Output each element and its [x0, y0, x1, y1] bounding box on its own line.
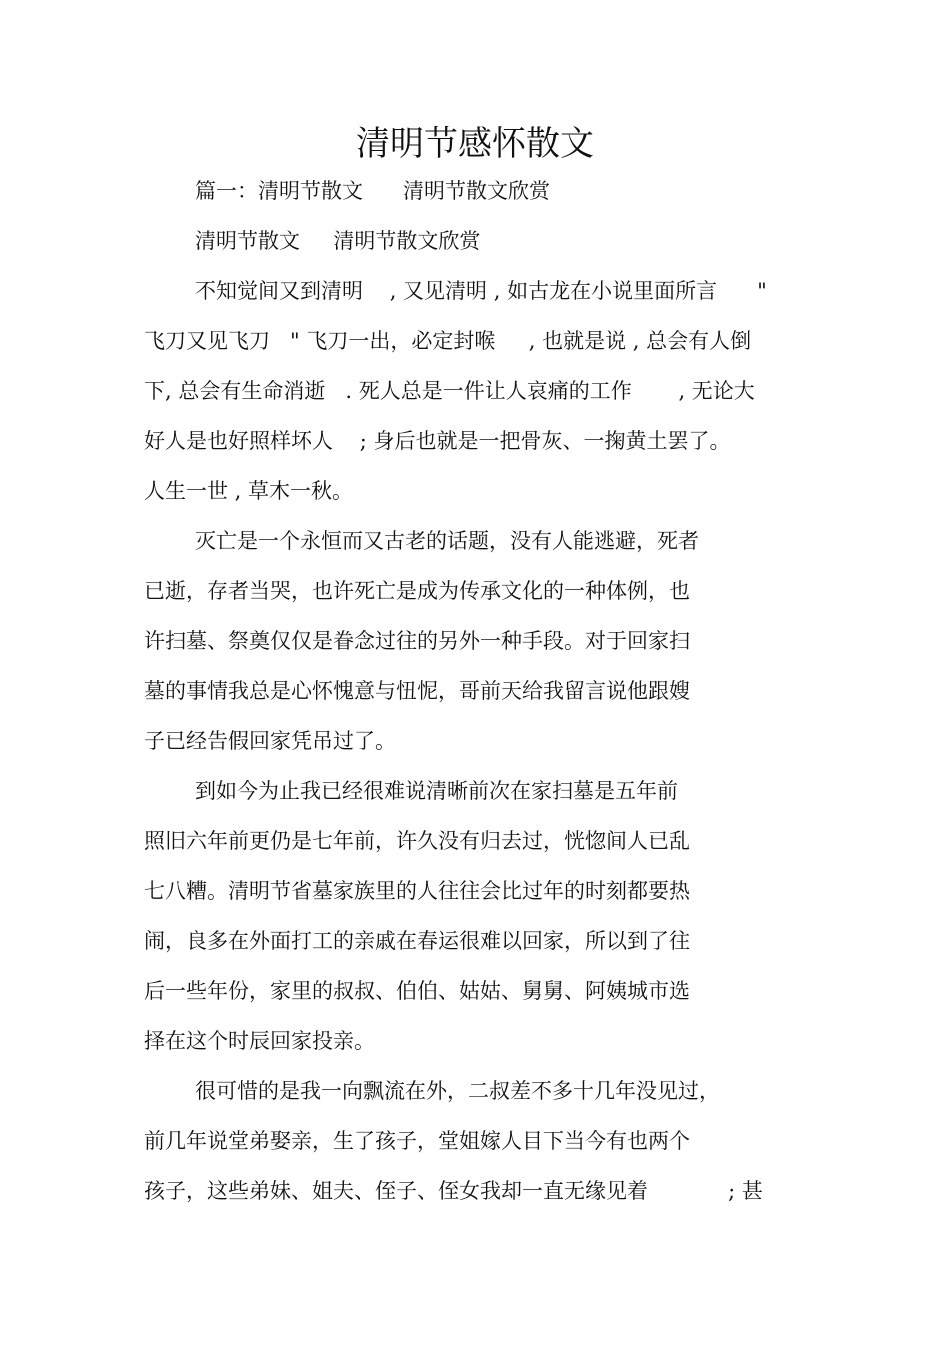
subtitle-line: 篇一：清明节散文 清明节散文欣赏	[195, 179, 551, 203]
paragraph-2-line-4: 墓的事情我总是心怀愧意与忸怩，哥前天给我留言说他跟嫂	[144, 679, 690, 703]
paragraph-1-line-5: 人生一世 , 草木一秋。	[144, 479, 354, 503]
paragraph-3-line-4: 闹，良多在外面打工的亲戚在春运很难以回家，所以到了往	[144, 929, 690, 953]
paragraph-2-line-1: 灭亡是一个永恒而又古老的话题，没有人能逃避，死者	[195, 529, 699, 553]
paragraph-1-line-2: 飞刀又见飞刀 " 飞刀一出，必定封喉 , 也就是说 , 总会有人倒	[144, 329, 752, 353]
paragraph-2-line-2: 已逝，存者当哭，也许死亡是成为传承文化的一种体例，也	[144, 579, 690, 603]
document-title: 清明节感怀散文	[356, 124, 594, 164]
paragraph-1-line-1: 不知觉间又到清明 , 又见清明 , 如古龙在小说里面所言 "	[195, 279, 767, 303]
paragraph-3-line-1: 到如今为止我已经很难说清晰前次在家扫墓是五年前	[195, 779, 678, 803]
paragraph-2-line-5: 子已经告假回家凭吊过了。	[144, 729, 396, 753]
paragraph-4-line-1: 很可惜的是我一向飘流在外，二叔差不多十几年没见过，	[195, 1079, 720, 1103]
paragraph-3-line-6: 择在这个时辰回家投亲。	[144, 1029, 375, 1053]
paragraph-4-line-2: 前几年说堂弟娶亲，生了孩子，堂姐嫁人目下当今有也两个	[144, 1129, 690, 1153]
paragraph-3-line-5: 后一些年份，家里的叔叔、伯伯、姑姑、舅舅、阿姨城市选	[144, 979, 690, 1003]
heading-line: 清明节散文 清明节散文欣赏	[195, 229, 481, 253]
paragraph-3-line-3: 七八糟。清明节省墓家族里的人往往会比过年的时刻都要热	[144, 879, 690, 903]
paragraph-1-line-4: 好人是也好照样坏人 ; 身后也就是一把骨灰、一掬黄土罢了。	[144, 429, 731, 453]
paragraph-1-line-3: 下, 总会有生命消逝 . 死人总是一件让人哀痛的工作 , 无论大	[144, 379, 755, 403]
paragraph-2-line-3: 许扫墓、祭奠仅仅是眷念过往的另外一种手段。对于回家扫	[144, 629, 690, 653]
paragraph-3-line-2: 照旧六年前更仍是七年前，许久没有归去过，恍惚间人已乱	[144, 829, 690, 853]
paragraph-4-line-3: 孩子，这些弟妹、姐夫、侄子、侄女我却一直无缘见着 ; 甚	[144, 1179, 763, 1203]
